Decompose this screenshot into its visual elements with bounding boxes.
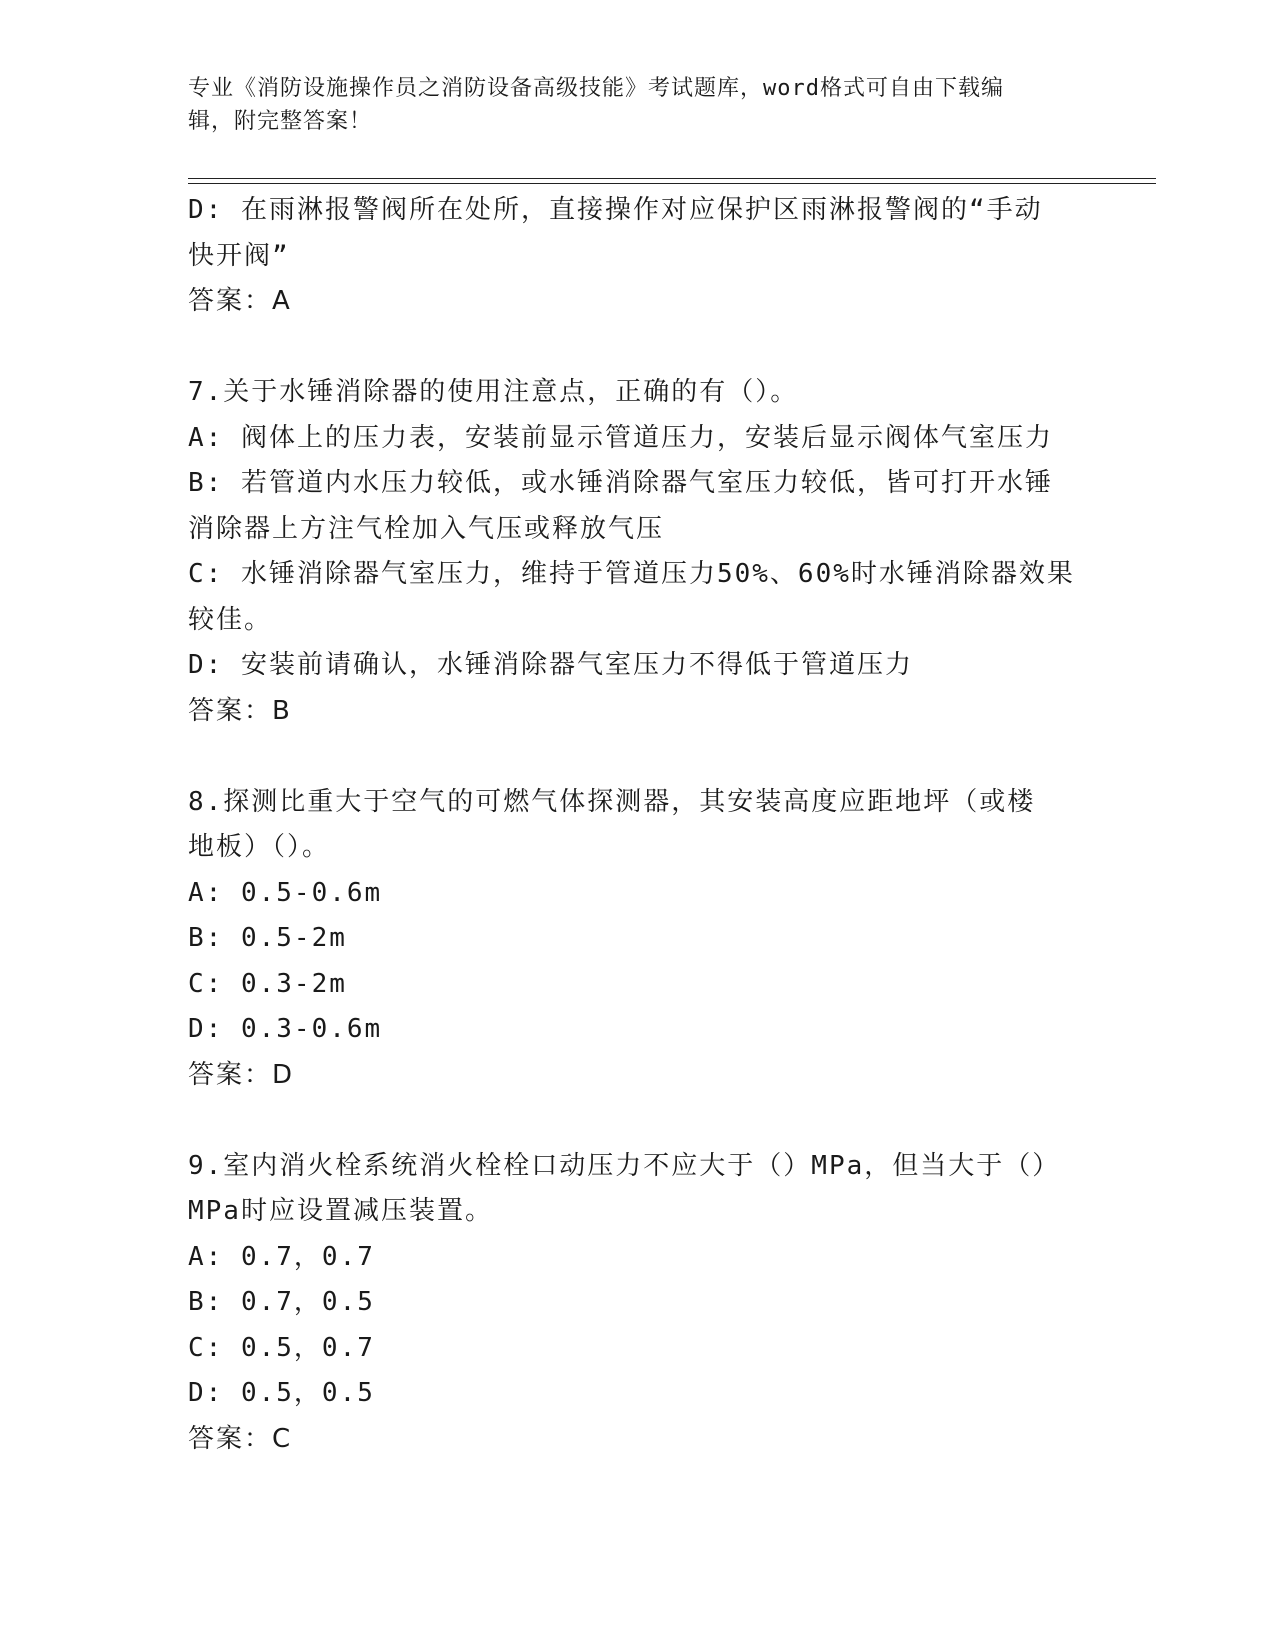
- option-c: C: 0.5，0.7: [188, 1332, 375, 1363]
- answer-label: 答案：C: [188, 1423, 293, 1454]
- page-header: [188, 72, 1088, 138]
- answer-label: 答案：D: [188, 1059, 295, 1090]
- option-b: B: 0.7，0.5: [188, 1287, 375, 1317]
- answer-label: 答案：B: [188, 695, 292, 726]
- question-6-continuation: [188, 188, 1088, 325]
- question-stem-continued: MPa时应设置减压装置。: [188, 1196, 493, 1226]
- option-b-continued: 消除器上方注气栓加入气压或释放气压: [188, 513, 665, 544]
- option-b: B: 若管道内水压力较低，或水锤消除器气室压力较低，皆可打开水锤: [188, 468, 1053, 498]
- option-a: A: 0.7，0.7: [188, 1241, 375, 1272]
- header-line-1: 专业《消防设施操作员之消防设备高级技能》考试题库，word格式可自由下载编: [188, 76, 1004, 101]
- question-7: [188, 370, 1088, 734]
- option-a: A: 阀体上的压力表，安装前显示管道压力，安装后显示阀体气室压力: [188, 422, 1053, 453]
- spacer: [188, 325, 1088, 371]
- option-c: C: 水锤消除器气室压力，维持于管道压力50%、60%时水锤消除器效果: [188, 559, 1075, 589]
- spacer: [188, 734, 1088, 780]
- option-d: D: 0.5，0.5: [188, 1378, 375, 1408]
- question-9: [188, 1144, 1088, 1463]
- option-d-continued: 快开阀”: [188, 240, 290, 271]
- option-c-continued: 较佳。: [188, 604, 273, 635]
- option-d: D: 安装前请确认，水锤消除器气室压力不得低于管道压力: [188, 650, 913, 680]
- option-b: B: 0.5-2m: [188, 923, 347, 953]
- question-stem: 7.关于水锤消除器的使用注意点，正确的有（）。: [188, 377, 799, 407]
- header-line-2: 辑，附完整答案！: [188, 109, 373, 134]
- question-stem: 8.探测比重大于空气的可燃气体探测器，其安装高度应距地坪（或楼: [188, 786, 1036, 817]
- spacer: [188, 1098, 1088, 1144]
- option-d: D: 0.3-0.6m: [188, 1014, 383, 1044]
- question-list: [188, 188, 1088, 1462]
- answer-label: 答案：A: [188, 286, 292, 316]
- question-8: [188, 780, 1088, 1099]
- option-c: C: 0.3-2m: [188, 968, 347, 999]
- header-divider-top: [188, 178, 1156, 179]
- question-stem: 9.室内消火栓系统消火栓栓口动压力不应大于（）MPa，但当大于（）: [188, 1150, 1061, 1181]
- header-divider-bottom: [188, 183, 1156, 184]
- option-d: D: 在雨淋报警阀所在处所，直接操作对应保护区雨淋报警阀的“手动: [188, 195, 1043, 225]
- question-stem-continued: 地板）（）。: [188, 832, 331, 862]
- option-a: A: 0.5-0.6m: [188, 877, 383, 908]
